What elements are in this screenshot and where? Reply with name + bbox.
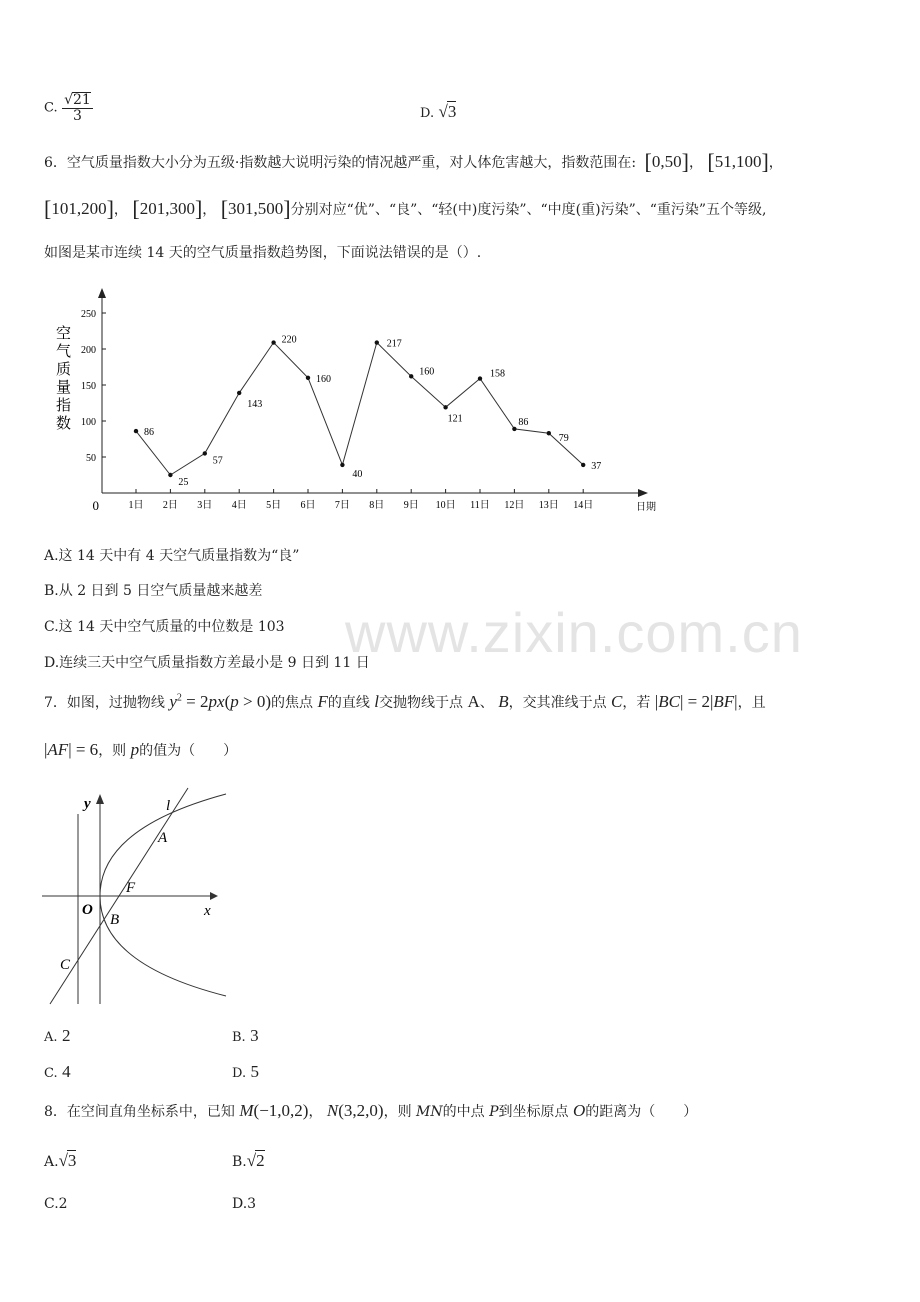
x-tick-label: 9日 [403, 500, 419, 511]
y-tick-label: 50 [86, 453, 96, 464]
x-tick-label: 4日 [231, 500, 247, 511]
data-label: 121 [447, 413, 463, 425]
q6-option-a: A.这 14 天中有 4 天空气质量指数为“良” [44, 548, 300, 564]
q5-option-c [44, 92, 93, 123]
q7-option-b: B. 3 [232, 1026, 259, 1045]
y-axis-title [56, 324, 71, 432]
q6-option-c: C.这 14 天中空气质量的中位数是 103 [44, 619, 285, 635]
q8-text-4: 的距离为（ ） [585, 1104, 698, 1120]
parabola-curve [100, 794, 226, 996]
aqi-line-chart [40, 282, 680, 522]
q8-n-coord: (3,2,0) [338, 1101, 384, 1120]
x-tick-label: 6日 [300, 500, 316, 511]
q7-text-1: 的焦点 [270, 695, 313, 711]
fig-x-arrow [210, 892, 218, 900]
q6-option-d: D.连续三天中空气质量指数方差最小是 9 日到 11 日 [44, 655, 370, 671]
data-label: 57 [212, 455, 223, 467]
data-point [443, 405, 447, 409]
q6-stem-start: 6．空气质量指数大小分为五级·指数越大说明污染的情况越严重，对人体危害越大，指数范围在: [44, 155, 637, 171]
y-tick-label: 150 [81, 381, 96, 392]
x-axis-title: 日期 [636, 502, 656, 513]
q7-text-7: ，且 [737, 695, 766, 711]
q8-option-b: B.√2 [232, 1151, 265, 1170]
q6-range-5: 301,500 [228, 199, 284, 218]
x-tick-label: 7日 [334, 500, 350, 511]
q8-option-a: A.√3 [44, 1151, 77, 1170]
x-tick-label: 13日 [538, 500, 559, 511]
q7-option-a: A. 2 [44, 1026, 71, 1045]
q8-m-coord: (−1,0,2) [253, 1101, 309, 1120]
q5-d-value: 3 [447, 102, 457, 121]
data-point [581, 463, 585, 467]
data-label: 217 [386, 338, 402, 350]
x-tick-label: 14日 [573, 500, 594, 511]
q7-text-4: 、 [479, 695, 494, 711]
x-tick-label: 8日 [369, 500, 385, 511]
q8-text-1: ，则 [383, 1104, 412, 1120]
data-label: 25 [178, 477, 189, 488]
fig-label-y: y [84, 796, 91, 812]
q7-text-3: 交抛物线于点 [379, 695, 464, 711]
data-point [168, 473, 172, 477]
data-points [134, 335, 601, 488]
q5-c-numerator: 21 [73, 92, 91, 108]
fig-label-o: O [82, 902, 93, 918]
fig-label-l: l [166, 798, 171, 814]
y-tick-label: 250 [81, 309, 96, 320]
q7-text-5: ，交其准线于点 [508, 695, 607, 711]
data-point [409, 374, 413, 378]
y-axis-title-char: 质 [56, 362, 72, 378]
y-axis-arrow [98, 288, 106, 298]
q7-option-c: C. 4 [44, 1062, 71, 1081]
q8-point-n: N [326, 1101, 339, 1120]
y-axis-title-char: 数 [56, 416, 72, 432]
y-axis-title-char: 量 [56, 380, 72, 396]
data-label: 37 [591, 460, 602, 472]
fig-label-a: A [158, 830, 168, 846]
q6-line1: 6．空气质量指数大小分为五级·指数越大说明污染的情况越严重，对人体危害越大，指数范围在: [0,50]， [51,100]， [44, 149, 783, 174]
parabola-figure [40, 786, 240, 1008]
q6-levels-text: 分别对应“优”、“良”、“轻(中)度污染”、“中度(重)污染”、“重污染”五个等级, [290, 202, 767, 218]
q8-segment-mn: MN [416, 1104, 443, 1120]
origin-label: 0 [92, 498, 99, 513]
x-tick-label: 1日 [128, 500, 144, 511]
q8-point-p: P [489, 1104, 499, 1120]
watermark: www.zixin.com.cn [345, 601, 803, 664]
data-label: 86 [144, 427, 154, 439]
fig-label-x: x [204, 903, 211, 919]
fig-label-c: C [60, 957, 71, 973]
q8-text-2: 的中点 [442, 1104, 485, 1120]
data-label: 160 [419, 366, 435, 378]
q6-line2: [101,200]， [201,300]， [301,500]分别对应“优”、“良”、“轻(中)度污染”、“中度(重)污染”、“重污染”五个等级, [44, 196, 767, 221]
q5-option-d: D. √3 [420, 102, 457, 121]
x-tick-label: 3日 [197, 500, 213, 511]
y-tick-label: 200 [81, 345, 96, 356]
q7-stem-start: 7．如图，过抛物线 [44, 695, 165, 711]
data-point [306, 376, 310, 380]
y-axis-title-char: 指 [56, 398, 72, 414]
x-tick-label: 2日 [162, 500, 178, 511]
fig-y-arrow [96, 794, 104, 804]
q8-text-3: 到坐标原点 [498, 1104, 569, 1120]
data-point [547, 431, 551, 435]
q7-text-9: 的值为（ ） [139, 743, 238, 759]
x-axis-arrow [638, 489, 648, 497]
q8-stem-start: 8．在空间直角坐标系中，已知 [44, 1104, 235, 1120]
q6-option-b: B.从 2 日到 5 日空气质量越来越差 [44, 583, 263, 599]
q7-text-6: ，若 [622, 695, 651, 711]
x-tick-label: 12日 [504, 500, 525, 511]
y-axis-title-char: 气 [56, 344, 72, 360]
q6-range-4: 201,300 [139, 199, 195, 218]
q7-line1: 7．如图，过抛物线 $y^2 = 2px(p > 0)$的焦点 F的直线 l交抛物线于点 A、 B，交其准线于点 C，若 |BC| = 2|BF|，且 [44, 692, 766, 711]
data-label: 160 [316, 373, 331, 385]
q5-c-denominator: 3 [72, 107, 82, 124]
aqi-series-line [136, 343, 583, 475]
data-point [271, 340, 275, 344]
q5-d-label: D. [420, 106, 435, 121]
q7-text-2: 的直线 [327, 695, 370, 711]
data-label: 143 [247, 398, 263, 410]
q8-option-d: D.3 [232, 1196, 257, 1212]
x-tick-label: 11日 [470, 500, 490, 511]
q7-line2: |AF| = 6，则 p的值为（ ） [44, 740, 238, 759]
data-label: 220 [281, 334, 297, 346]
data-label: 79 [558, 433, 569, 445]
q6-range-1: 0,50 [651, 152, 682, 171]
q8-point-o: O [572, 1101, 586, 1120]
x-tick-label: 5日 [266, 500, 282, 511]
q6-range-2: 51,100 [714, 152, 762, 171]
fig-label-f: F [126, 880, 136, 896]
data-point [237, 391, 241, 395]
q8-point-m: M [239, 1101, 254, 1120]
data-label: 40 [352, 468, 363, 480]
data-label: 86 [518, 416, 529, 428]
y-axis-title-char: 空 [56, 326, 72, 342]
q8-stem: 8．在空间直角坐标系中，已知 M(−1,0,2)， N(3,2,0)，则 MN的中点 P到坐标原点 O的距离为（ ） [44, 1101, 698, 1120]
data-point [203, 451, 207, 455]
data-label: 158 [490, 368, 505, 380]
q7-option-d: D. 5 [232, 1062, 260, 1081]
data-point [340, 463, 344, 467]
y-tick-label: 100 [81, 417, 96, 428]
q5-c-label: C. [44, 100, 58, 116]
q6-range-3: 101,200 [51, 199, 107, 218]
fig-label-b: B [110, 912, 120, 928]
x-tick-label: 10日 [435, 500, 456, 511]
data-point [478, 376, 482, 380]
q6-line3: 如图是某市连续 14 天的空气质量指数趋势图，下面说法错误的是（）. [44, 245, 482, 261]
q5-c-fraction: $\frac{√21}{3}$ [64, 92, 91, 124]
x-ticks [129, 489, 594, 511]
data-point [512, 427, 516, 431]
data-point [134, 429, 138, 433]
q8-option-c: C.2 [44, 1196, 68, 1212]
q7-text-8: ，则 [98, 743, 127, 759]
data-point [375, 340, 379, 344]
